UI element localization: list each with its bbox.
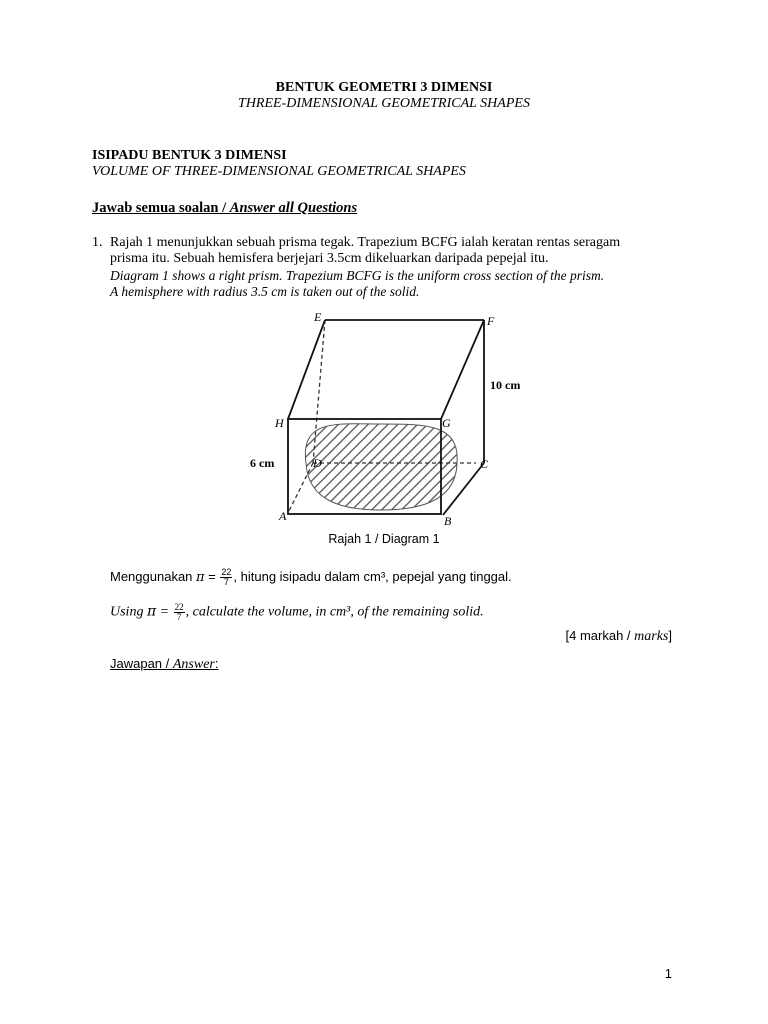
label-C: C xyxy=(480,457,489,471)
instruction-en-before: Using xyxy=(110,604,147,620)
fraction-22-7-en: $\frac{22}{7}$ xyxy=(174,602,184,622)
fraction-22-7: $\frac{22}{7}$ xyxy=(221,567,232,587)
question-text-en-2: A hemisphere with radius 3.5 cm is taken out of the solid. xyxy=(110,284,420,299)
instruction-ms-before: Menggunakan xyxy=(110,568,197,584)
question-text-ms-1: Rajah 1 menunjukkan sebuah prisma tegak. Trapezium BCFG ialah keratan rentas seragam xyxy=(110,235,621,250)
label-F: F xyxy=(487,314,495,328)
label-E: E xyxy=(314,310,322,324)
pi-symbol: π xyxy=(196,569,205,585)
equals-sign-en: = xyxy=(156,604,173,620)
hemisphere-shape xyxy=(305,424,457,510)
equals-sign: = xyxy=(204,568,220,584)
question-text-ms-2: prisma itu. Sebuah hemisfera berjejari 3.5cm dikeluarkan daripada pepejal itu. xyxy=(110,251,549,266)
instruction-en: Answer all Questions xyxy=(229,200,358,216)
page-number: 1 xyxy=(664,966,672,981)
marks-label: [4 markah / marks] xyxy=(565,628,672,644)
section-heading-en: VOLUME OF THREE-DIMENSIONAL GEOMETRICAL SHAPES xyxy=(92,164,466,179)
label-B: B xyxy=(444,514,452,528)
diagram-caption: Rajah 1 / Diagram 1 xyxy=(328,532,440,546)
dimension-height: 10 cm xyxy=(490,378,521,392)
label-G: G xyxy=(442,416,451,430)
answer-all-instruction xyxy=(92,200,357,217)
question-text-en-1: Diagram 1 shows a right prism. Trapezium BCFG is the uniform cross section of the prism. xyxy=(110,268,605,283)
label-H: H xyxy=(275,416,284,430)
label-D: D xyxy=(313,456,322,470)
prism-diagram xyxy=(248,306,538,531)
question-number: 1. xyxy=(92,235,103,250)
pi-symbol-en: π xyxy=(146,603,157,620)
instruction-en-line xyxy=(110,603,484,622)
instruction-ms-line xyxy=(110,568,512,587)
dimension-side: 6 cm xyxy=(250,456,275,470)
answer-label: Jawapan / Answer: xyxy=(110,656,219,672)
page-subtitle: THREE-DIMENSIONAL GEOMETRICAL SHAPES xyxy=(238,96,530,111)
page-title: BENTUK GEOMETRI 3 DIMENSI xyxy=(275,80,493,95)
instruction-en-after: , calculate the volume, in cm³, of the remaining solid. xyxy=(185,604,484,620)
instruction-ms: Jawab semua soalan / xyxy=(92,200,230,216)
label-A: A xyxy=(279,509,287,523)
section-heading: ISIPADU BENTUK 3 DIMENSI xyxy=(92,148,287,163)
instruction-ms-after: , hitung isipadu dalam cm³, pepejal yang tinggal. xyxy=(233,568,512,584)
